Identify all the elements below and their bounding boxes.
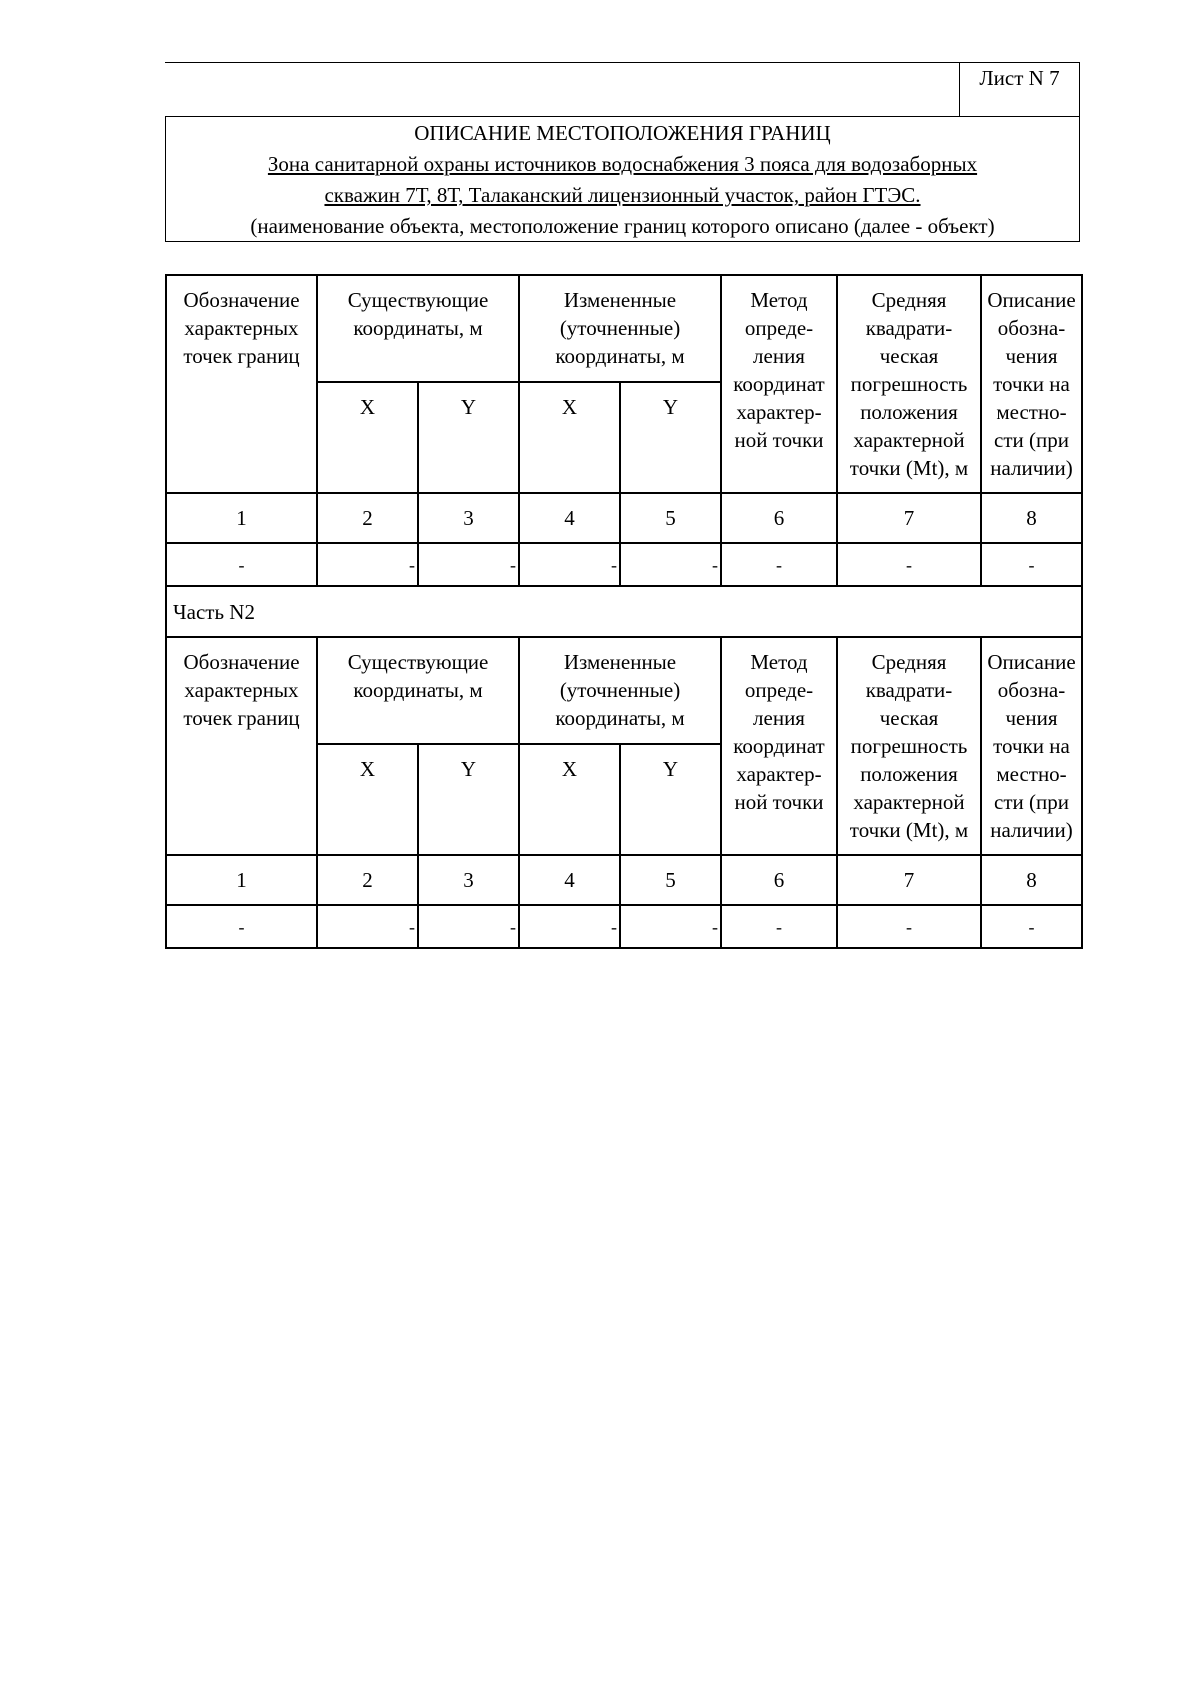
column-number: 7 bbox=[837, 855, 981, 905]
header-changed-y: Y bbox=[620, 744, 721, 855]
part-row bbox=[166, 586, 1082, 637]
table-row bbox=[166, 543, 1082, 586]
header-row-top bbox=[166, 637, 1082, 744]
header-existing-coordinates: Существующие координаты, м bbox=[317, 637, 519, 744]
column-number: 6 bbox=[721, 855, 837, 905]
column-number: 4 bbox=[519, 493, 620, 543]
title-block bbox=[165, 116, 1080, 242]
table-cell: - bbox=[837, 543, 981, 586]
column-number: 5 bbox=[620, 493, 721, 543]
table-cell: - bbox=[418, 905, 519, 948]
column-number: 8 bbox=[981, 855, 1082, 905]
boundary-table bbox=[165, 274, 1083, 949]
header-points: Обозначение характерных точек границ bbox=[166, 637, 317, 855]
table-cell: - bbox=[620, 905, 721, 948]
column-number: 4 bbox=[519, 855, 620, 905]
top-rule bbox=[165, 62, 1080, 63]
column-number: 8 bbox=[981, 493, 1082, 543]
table-cell: - bbox=[519, 543, 620, 586]
table-cell: - bbox=[981, 543, 1082, 586]
header-existing-y: Y bbox=[418, 382, 519, 493]
header-changed-coordinates: Измененные (уточненные) координаты, м bbox=[519, 637, 721, 744]
table-cell: - bbox=[837, 905, 981, 948]
header-existing-x: X bbox=[317, 744, 418, 855]
sheet-number bbox=[959, 62, 1080, 116]
header-point-description: Описание обозна- чения точки на местно- сти (при наличии) bbox=[981, 275, 1082, 493]
object-name-line-2: скважин 7Т, 8Т, Талаканский лицензионный участок, район ГТЭС. bbox=[324, 183, 921, 207]
table-cell: - bbox=[166, 543, 317, 586]
header-changed-coordinates: Измененные (уточненные) координаты, м bbox=[519, 275, 721, 382]
header-mean-error: Средняя квадрати- ческая погрешность положения характерной точки (Mt), м bbox=[837, 637, 981, 855]
column-number: 6 bbox=[721, 493, 837, 543]
table-cell: - bbox=[317, 905, 418, 948]
header-changed-x: X bbox=[519, 744, 620, 855]
header-existing-coordinates: Существующие координаты, м bbox=[317, 275, 519, 382]
header-method: Метод опреде- ления координат характер- ной точки bbox=[721, 637, 837, 855]
header-row-top bbox=[166, 275, 1082, 382]
header-changed-x: X bbox=[519, 382, 620, 493]
column-number: 1 bbox=[166, 493, 317, 543]
part-2-label: Часть N2 bbox=[166, 586, 1082, 637]
column-number-row bbox=[166, 493, 1082, 543]
table-cell: - bbox=[721, 905, 837, 948]
column-number: 3 bbox=[418, 855, 519, 905]
header-existing-x: X bbox=[317, 382, 418, 493]
table-cell: - bbox=[981, 905, 1082, 948]
table-cell: - bbox=[166, 905, 317, 948]
table-cell: - bbox=[317, 543, 418, 586]
column-number-row bbox=[166, 855, 1082, 905]
object-name-line-1: Зона санитарной охраны источников водоснабжения 3 пояса для водозаборных bbox=[267, 152, 978, 176]
column-number: 3 bbox=[418, 493, 519, 543]
table-cell: - bbox=[519, 905, 620, 948]
column-number: 1 bbox=[166, 855, 317, 905]
header-points: Обозначение характерных точек границ bbox=[166, 275, 317, 493]
column-number: 2 bbox=[317, 855, 418, 905]
table-row bbox=[166, 905, 1082, 948]
column-number: 7 bbox=[837, 493, 981, 543]
header-existing-y: Y bbox=[418, 744, 519, 855]
document-heading: ОПИСАНИЕ МЕСТОПОЛОЖЕНИЯ ГРАНИЦ bbox=[414, 121, 831, 145]
header-point-description: Описание обозна- чения точки на местно- сти (при наличии) bbox=[981, 637, 1082, 855]
header-mean-error: Средняя квадрати- ческая погрешность положения характерной точки (Mt), м bbox=[837, 275, 981, 493]
header-method: Метод опреде- ления координат характер- ной точки bbox=[721, 275, 837, 493]
object-caption: (наименование объекта, местоположение границ которого описано (далее - объект) bbox=[250, 214, 995, 238]
header-changed-y: Y bbox=[620, 382, 721, 493]
sheet-number-label: Лист N 7 bbox=[979, 66, 1060, 90]
table-cell: - bbox=[620, 543, 721, 586]
column-number: 2 bbox=[317, 493, 418, 543]
column-number: 5 bbox=[620, 855, 721, 905]
table-cell: - bbox=[418, 543, 519, 586]
table-cell: - bbox=[721, 543, 837, 586]
